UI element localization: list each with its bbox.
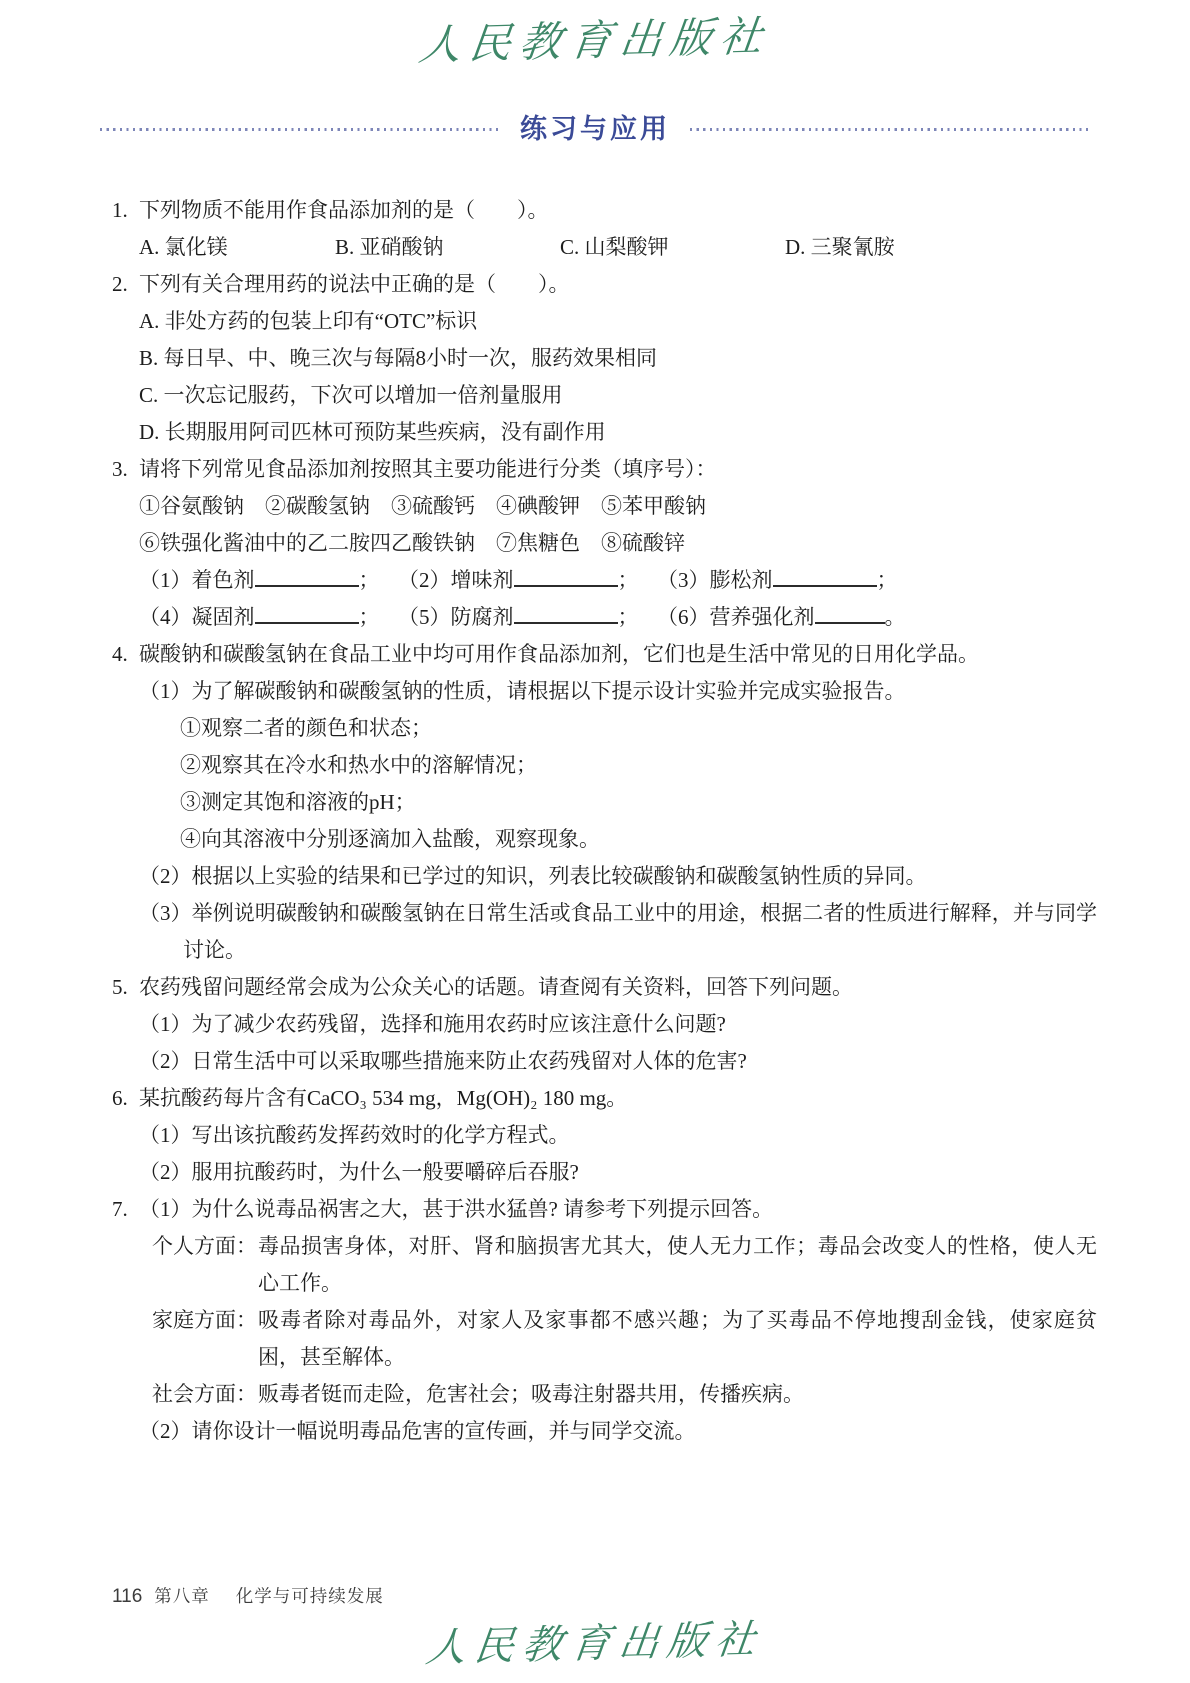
option-d: D. 长期服用阿司匹林可预防某些疾病，没有副作用 [139,420,606,444]
question-stem: 下列有关合理用药的说法中正确的是（ ）。 [139,272,570,296]
additive-list-line-1: ①谷氨酸钠 ②碳酸氢钠 ③硫酸钙 ④碘酸钾 ⑤苯甲酸钠 [139,494,706,518]
q4-step-3: ③测定其饱和溶液的pH； [180,790,416,814]
section-header [100,113,1090,145]
blank-item [139,562,398,599]
option-c: C. 山梨酸钾 [560,235,669,259]
q4-part-1: （1）为了解碳酸钠和碳酸氢钠的性质，请根据以下提示设计实验并完成实验报告。 [139,679,906,703]
exercise-content [112,192,1097,1450]
chapter-title: 化学与可持续发展 [235,1586,384,1606]
q7-part-1: （1）为什么说毒品祸害之大，甚于洪水猛兽? 请参考下列提示回答。 [139,1197,774,1221]
question-2 [112,266,1097,303]
question-6 [112,1080,1097,1117]
option-b: B. 每日早、中、晚三次与每隔8小时一次，服药效果相同 [139,346,658,370]
blank-item [657,562,898,599]
aspect-label: 家庭方面： [152,1308,257,1332]
separator: ； [358,605,380,629]
q3-blank-row-1 [112,562,1097,599]
q4-step-4: ④向其溶液中分别逐滴加入盐酸，观察现象。 [180,827,600,851]
question-stem: 农药残留问题经常会成为公众关心的话题。请查阅有关资料，回答下列问题。 [139,975,853,999]
question-number: 6. [112,1086,128,1110]
option-d: D. 三聚氰胺 [785,235,895,259]
separator: ； [876,568,898,592]
option-b: B. 亚硝酸钠 [335,235,444,259]
answer-blank [514,604,618,624]
q7-aspect-family [152,1302,1097,1376]
aspect-text: 吸毒者除对毒品外，对家人及家事都不感兴趣；为了买毒品不停地搜刮金钱，使家庭贫困，甚至解体。 [258,1308,1097,1369]
question-number: 4. [112,642,128,666]
aspect-text: 毒品损害身体，对肝、肾和脑损害尤其大，使人无力工作；毒品会改变人的性格，使人无心工作。 [258,1234,1097,1295]
page-footer [112,1583,384,1608]
q4-step-1: ①观察二者的颜色和状态； [180,716,432,740]
q5-part-1: （1）为了减少农药残留，选择和施用农药时应该注意什么问题? [139,1012,726,1036]
q7-aspect-society [152,1376,1097,1413]
q6-part-2: （2）服用抗酸药时，为什么一般要嚼碎后吞服? [139,1160,579,1184]
q7-aspect-personal [152,1228,1097,1302]
blank-label: （4）凝固剂 [139,605,255,629]
answer-blank [773,567,877,587]
question-number: 5. [112,975,128,999]
blank-label: （6）营养强化剂 [657,605,815,629]
blank-item [398,562,657,599]
question-number: 3. [112,457,128,481]
dotted-line-right [690,128,1090,131]
answer-blank [255,567,359,587]
question-number: 2. [112,272,128,296]
question-stem: 某抗酸药每片含有CaCO₃ 534 mg，Mg(OH)₂ 180 mg。 [139,1086,628,1110]
publisher-logo-bottom [0,1612,1190,1672]
publisher-logo-text: 人民教育出版社 [416,11,774,70]
q4-step-2: ②观察其在冷水和热水中的溶解情况； [180,753,537,777]
blank-label: （2）增味剂 [398,568,514,592]
blank-label: （3）膨松剂 [657,568,773,592]
q4-part-3: （3）举例说明碳酸钠和碳酸氢钠在日常生活或食品工业中的用途，根据二者的性质进行解释，并与同学讨论。 [139,901,1097,962]
answer-blank [255,604,359,624]
q5-part-2: （2）日常生活中可以采取哪些措施来防止农药残留对人体的危害? [139,1049,747,1073]
aspect-label: 社会方面： [152,1382,257,1406]
answer-blank [815,604,885,624]
question-stem: 请将下列常见食品添加剂按照其主要功能进行分类（填序号）： [139,457,717,481]
option-c: C. 一次忘记服药，下次可以增加一倍剂量服用 [139,383,563,407]
option-a: A. 氯化镁 [139,235,228,259]
blank-label: （1）着色剂 [139,568,255,592]
question-4 [112,636,1097,673]
additive-list-line-2: ⑥铁强化酱油中的乙二胺四乙酸铁钠 ⑦焦糖色 ⑧硫酸锌 [139,531,685,555]
separator: ； [617,605,639,629]
blank-label: （5）防腐剂 [398,605,514,629]
section-title: 练习与应用 [520,114,670,144]
question-1 [112,192,1097,229]
separator: ； [617,568,639,592]
aspect-label: 个人方面： [152,1234,257,1258]
q4-part-2: （2）根据以上实验的结果和已学过的知识，列表比较碳酸钠和碳酸氢钠性质的异同。 [139,864,927,888]
question-number: 1. [112,198,128,222]
question-7 [112,1191,1097,1228]
question-number: 7. [112,1197,128,1221]
question-stem: 下列物质不能用作食品添加剂的是（ ）。 [139,198,549,222]
question-5 [112,969,1097,1006]
question-1-options [112,229,1097,266]
chapter-label: 第八章 [154,1586,210,1606]
answer-blank [514,567,618,587]
blank-item [657,599,906,636]
question-3 [112,451,1097,488]
separator: ； [358,568,380,592]
q3-blank-row-2 [112,599,1097,636]
blank-item [398,599,657,636]
question-stem: 碳酸钠和碳酸氢钠在食品工业中均可用作食品添加剂，它们也是生活中常见的日用化学品。 [139,642,979,666]
option-a: A. 非处方药的包装上印有“OTC”标识 [139,309,478,333]
page-number: 116 [112,1586,143,1607]
q7-part-2: （2）请你设计一幅说明毒品危害的宣传画，并与同学交流。 [139,1419,696,1443]
separator: 。 [884,605,906,629]
blank-item [139,599,398,636]
dotted-line-left [100,128,500,131]
aspect-text: 贩毒者铤而走险，危害社会；吸毒注射器共用，传播疾病。 [258,1382,804,1406]
publisher-logo-text: 人民教育出版社 [423,1616,766,1672]
publisher-logo-top [0,8,1190,68]
q6-part-1: （1）写出该抗酸药发挥药效时的化学方程式。 [139,1123,570,1147]
